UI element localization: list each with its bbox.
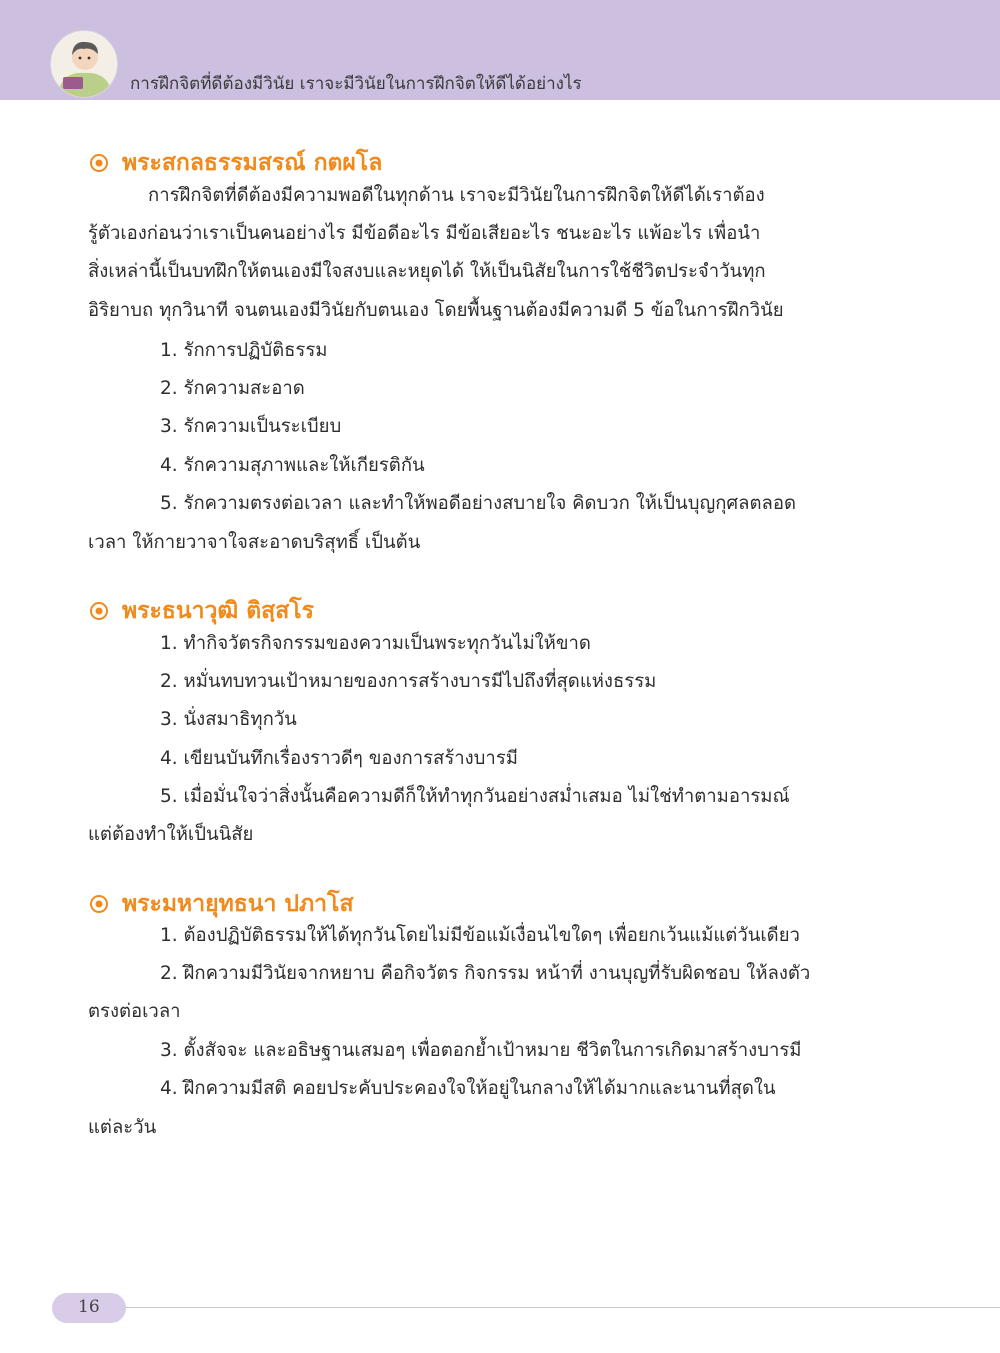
section-heading (88, 593, 314, 629)
list-item: 2. หมั่นทบทวนเป้าหมายของการสร้างบารมีไปถึงที่สุดแห่งธรรม (160, 671, 657, 692)
list-item: 2. ฝึกความมีวินัยจากหยาบ คือกิจวัตร กิจกรรม หน้าที่ งานบุญที่รับผิดชอบ ให้ลงตัว (160, 963, 811, 984)
footer-divider (126, 1307, 1000, 1308)
list-item: 4. เขียนบันทึกเรื่องราวดีๆ ของการสร้างบารมี (160, 748, 518, 769)
section-heading (88, 886, 354, 922)
section-heading-text: พระธนาวุฒิ ติสฺสโร (122, 598, 314, 624)
list-item: 3. นั่งสมาธิทุกวัน (160, 709, 297, 730)
bullseye-icon (88, 600, 110, 622)
list-item: 5. รักความตรงต่อเวลา และทำให้พอดีอย่างสบายใจ คิดบวก ให้เป็นบุญกุศลตลอด (160, 493, 796, 514)
paragraph-line: สิ่งเหล่านี้เป็นบทฝึกให้ตนเองมีใจสงบและหยุดได้ ให้เป็นนิสัยในการใช้ชีวิตประจำวันทุก (88, 261, 766, 282)
section-heading (88, 145, 382, 181)
section-heading-text: พระสกลธรรมสรณ์ กตผโล (122, 150, 383, 176)
page-number: 16 (78, 1297, 100, 1317)
bullseye-icon (88, 152, 110, 174)
list-item: 1. ทำกิจวัตรกิจกรรมของความเป็นพระทุกวันไม่ให้ขาด (160, 633, 591, 654)
list-item: 1. รักการปฏิบัติธรรม (160, 340, 328, 361)
list-item: 5. เมื่อมั่นใจว่าสิ่งนั้นคือความดีก็ให้ทำทุกวันอย่างสม่ำเสมอ ไม่ใช่ทำตามอารมณ์ (160, 786, 790, 807)
list-item-continuation: ตรงต่อเวลา (88, 1001, 181, 1022)
paragraph-line: รู้ตัวเองก่อนว่าเราเป็นคนอย่างไร มีข้อดีอะไร มีข้อเสียอะไร ชนะอะไร แพ้อะไร เพื่อนำ (88, 223, 761, 244)
list-item-continuation: เวลา ให้กายวาจาใจสะอาดบริสุทธิ์ เป็นต้น (88, 532, 421, 553)
section-heading-text: พระมหายุทธนา ปภาโส (122, 891, 354, 917)
list-item: 4. ฝึกความมีสติ คอยประคับประคองใจให้อยู่ในกลางให้ได้มากและนานที่สุดใน (160, 1078, 776, 1099)
bullseye-icon (88, 893, 110, 915)
list-item: 3. รักความเป็นระเบียบ (160, 416, 342, 437)
list-item-continuation: แต่ต้องทำให้เป็นนิสัย (88, 824, 254, 845)
header-title: การฝึกจิตที่ดีต้องมีวินัย เราจะมีวินัยในการฝึกจิตให้ดีได้อย่างไร (130, 74, 582, 94)
list-item-continuation: แต่ละวัน (88, 1117, 157, 1138)
list-item: 3. ตั้งสัจจะ และอธิษฐานเสมอๆ เพื่อตอกย้ำเป้าหมาย ชีวิตในการเกิดมาสร้างบารมี (160, 1040, 802, 1061)
monk-illustration (50, 30, 118, 98)
list-item: 4. รักความสุภาพและให้เกียรติกัน (160, 455, 425, 476)
paragraph-line: การฝึกจิตที่ดีต้องมีความพอดีในทุกด้าน เราจะมีวินัยในการฝึกจิตให้ดีได้เราต้อง (148, 185, 765, 206)
paragraph-line: อิริยาบถ ทุกวินาที จนตนเองมีวินัยกับตนเอง โดยพื้นฐานต้องมีความดี 5 ข้อในการฝึกวินัย (88, 300, 784, 321)
list-item: 2. รักความสะอาด (160, 378, 305, 399)
list-item: 1. ต้องปฏิบัติธรรมให้ได้ทุกวันโดยไม่มีข้อแม้เงื่อนไขใดๆ เพื่อยกเว้นแม้แต่วันเดียว (160, 925, 800, 946)
